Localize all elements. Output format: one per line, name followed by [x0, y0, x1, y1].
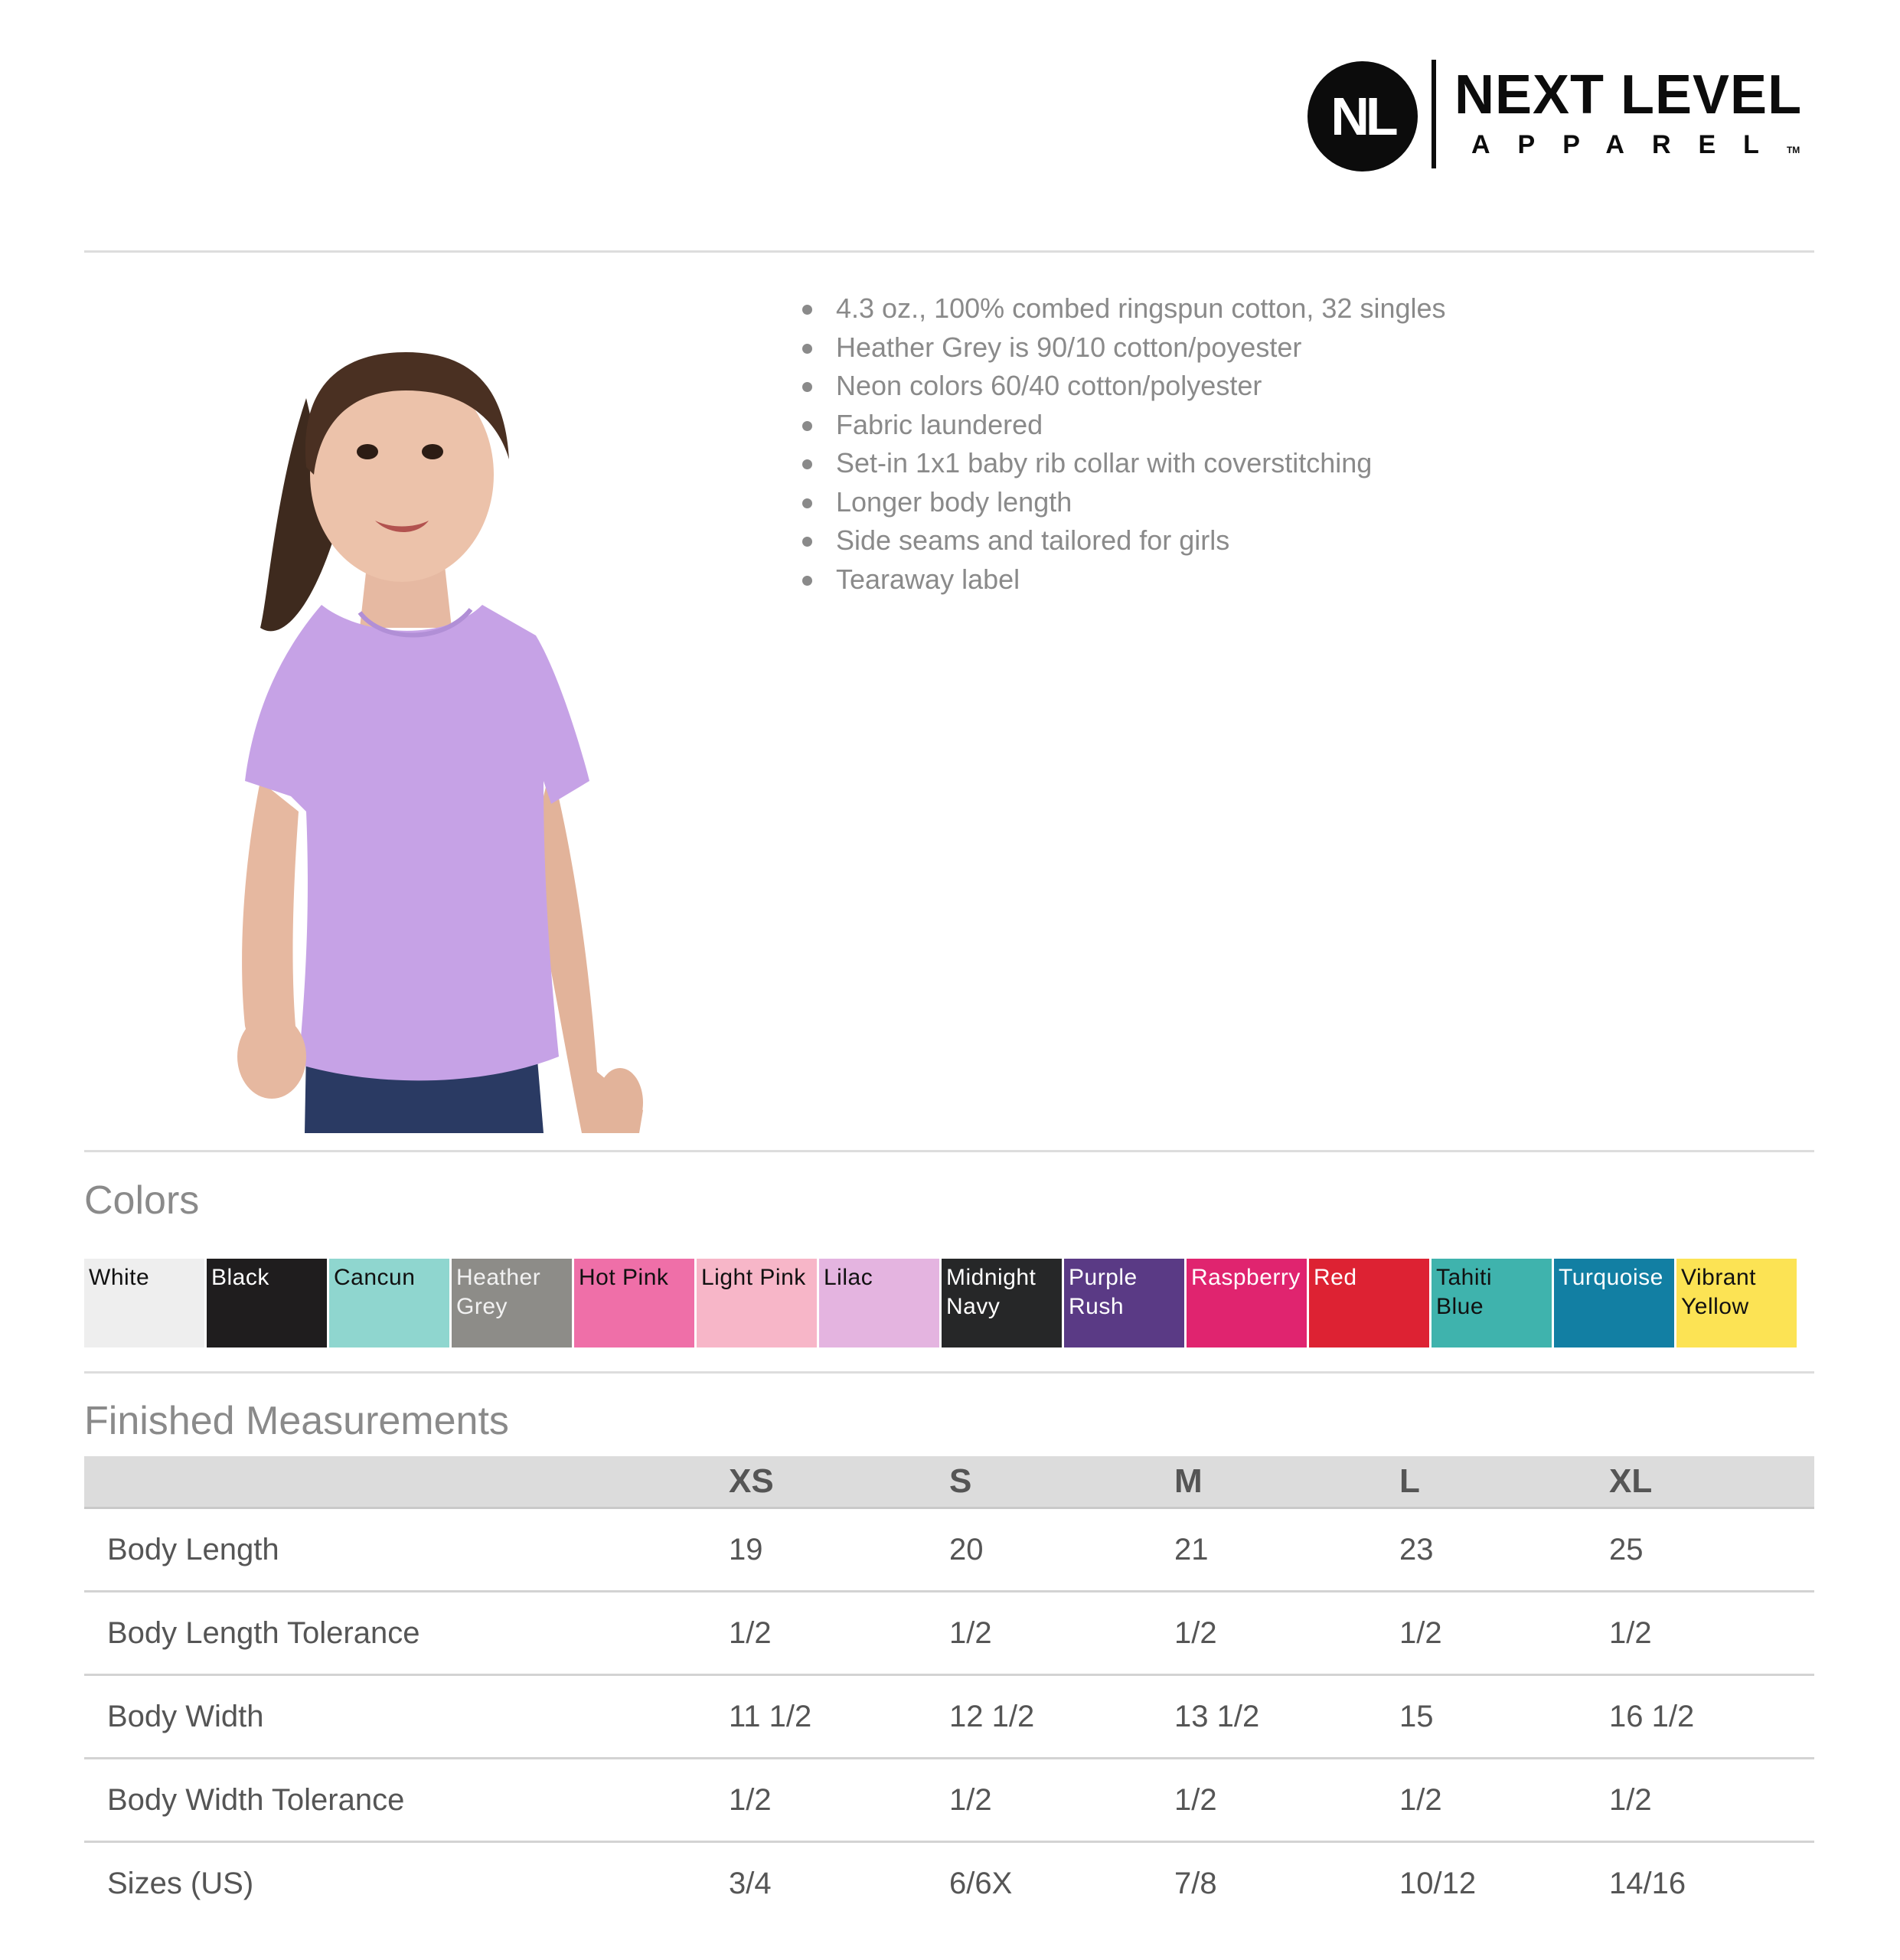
- color-swatch[interactable]: White: [84, 1259, 204, 1348]
- row-label: Sizes (US): [107, 1866, 254, 1900]
- divider-measurements: [84, 1371, 1814, 1374]
- table-header-row: [84, 1456, 1814, 1508]
- table-cell: 1/2: [1174, 1592, 1399, 1675]
- table-cell: 23: [1399, 1508, 1609, 1592]
- color-swatch[interactable]: Vibrant Yellow: [1676, 1259, 1797, 1348]
- bullet-icon: [802, 382, 812, 392]
- table-row: [84, 1842, 1814, 1925]
- table-cell: 1/2: [1609, 1759, 1814, 1842]
- color-swatch[interactable]: Purple Rush: [1064, 1259, 1184, 1348]
- feature-item: Longer body length: [799, 483, 1446, 522]
- row-label: Body Width Tolerance: [84, 1759, 729, 1842]
- color-swatch[interactable]: Black: [207, 1259, 327, 1348]
- bullet-icon: [802, 421, 812, 431]
- feature-item: Fabric laundered: [799, 406, 1446, 445]
- header-size: XS: [729, 1456, 949, 1508]
- header-size: XL: [1609, 1456, 1814, 1508]
- table-cell: 11 1/2: [729, 1675, 949, 1759]
- table-cell: 20: [949, 1508, 1174, 1592]
- bullet-icon: [802, 344, 812, 354]
- measurements-table: [84, 1456, 1814, 1924]
- color-swatch[interactable]: Turquoise: [1554, 1259, 1674, 1348]
- table-cell: 1/2: [729, 1592, 949, 1675]
- divider-top: [84, 250, 1814, 253]
- color-swatch[interactable]: Raspberry: [1187, 1259, 1307, 1348]
- divider-colors: [84, 1150, 1814, 1152]
- logo-brand-name: NEXT LEVEL: [1454, 64, 1803, 126]
- feature-item: Tearaway label: [799, 560, 1446, 599]
- header-size: M: [1174, 1456, 1399, 1508]
- measurements-title: Finished Measurements: [84, 1399, 509, 1443]
- logo-subtitle: APPARELTM: [1471, 130, 1800, 159]
- color-swatch[interactable]: Tahiti Blue: [1432, 1259, 1552, 1348]
- table-row: [84, 1592, 1814, 1675]
- row-label: Body Length Tolerance: [84, 1592, 729, 1675]
- table-cell: 1/2: [1174, 1759, 1399, 1842]
- color-swatch[interactable]: Hot Pink: [574, 1259, 694, 1348]
- table-row: [84, 1508, 1814, 1592]
- table-cell: 16 1/2: [1609, 1675, 1814, 1759]
- table-row: [84, 1675, 1814, 1759]
- trademark-mark: TM: [1786, 145, 1800, 155]
- table-cell: 14/16: [1609, 1866, 1686, 1900]
- bullet-icon: [802, 459, 812, 469]
- table-cell: 19: [729, 1508, 949, 1592]
- logo-divider: [1432, 60, 1436, 168]
- color-swatch[interactable]: Light Pink: [697, 1259, 817, 1348]
- table-cell: 1/2: [729, 1759, 949, 1842]
- table-cell: 10/12: [1399, 1866, 1477, 1900]
- row-label: Body Width: [84, 1675, 729, 1759]
- table-cell: 1/2: [1399, 1759, 1609, 1842]
- logo-mark: NL: [1307, 61, 1418, 172]
- bullet-icon: [802, 498, 812, 508]
- table-cell: 1/2: [949, 1592, 1174, 1675]
- bullet-icon: [802, 576, 812, 586]
- table-cell: 7/8: [1174, 1866, 1217, 1900]
- colors-title: Colors: [84, 1178, 200, 1223]
- brand-logo: [1307, 57, 1817, 172]
- table-cell: 1/2: [949, 1759, 1174, 1842]
- table-cell: 12 1/2: [949, 1675, 1174, 1759]
- feature-item: Side seams and tailored for girls: [799, 521, 1446, 560]
- table-cell: 15: [1399, 1675, 1609, 1759]
- bullet-icon: [802, 305, 812, 315]
- header-size: L: [1399, 1456, 1609, 1508]
- table-cell: 1/2: [1609, 1592, 1814, 1675]
- bullet-icon: [802, 537, 812, 547]
- table-cell: 21: [1174, 1508, 1399, 1592]
- color-swatch[interactable]: Cancun: [329, 1259, 449, 1348]
- table-cell: 6/6X: [949, 1866, 1013, 1900]
- feature-item: Heather Grey is 90/10 cotton/poyester: [799, 328, 1446, 368]
- feature-item: Neon colors 60/40 cotton/polyester: [799, 367, 1446, 406]
- table-cell: 25: [1609, 1508, 1814, 1592]
- table-cell: 3/4: [729, 1866, 772, 1900]
- row-label: Body Length: [84, 1508, 729, 1592]
- feature-list: [799, 289, 1446, 599]
- table-cell: 13 1/2: [1174, 1675, 1399, 1759]
- color-swatch[interactable]: Heather Grey: [452, 1259, 572, 1348]
- feature-item: 4.3 oz., 100% combed ringspun cotton, 32 singles: [799, 289, 1446, 328]
- table-cell: 1/2: [1399, 1592, 1609, 1675]
- table-row: [84, 1759, 1814, 1842]
- color-swatch-row: [84, 1259, 1797, 1348]
- product-photo: [214, 276, 689, 1133]
- color-swatch[interactable]: Red: [1309, 1259, 1429, 1348]
- feature-item: Set-in 1x1 baby rib collar with coverstitching: [799, 444, 1446, 483]
- color-swatch[interactable]: Lilac: [819, 1259, 939, 1348]
- header-size: S: [949, 1456, 1174, 1508]
- color-swatch[interactable]: Midnight Navy: [942, 1259, 1062, 1348]
- header-blank: [84, 1456, 729, 1508]
